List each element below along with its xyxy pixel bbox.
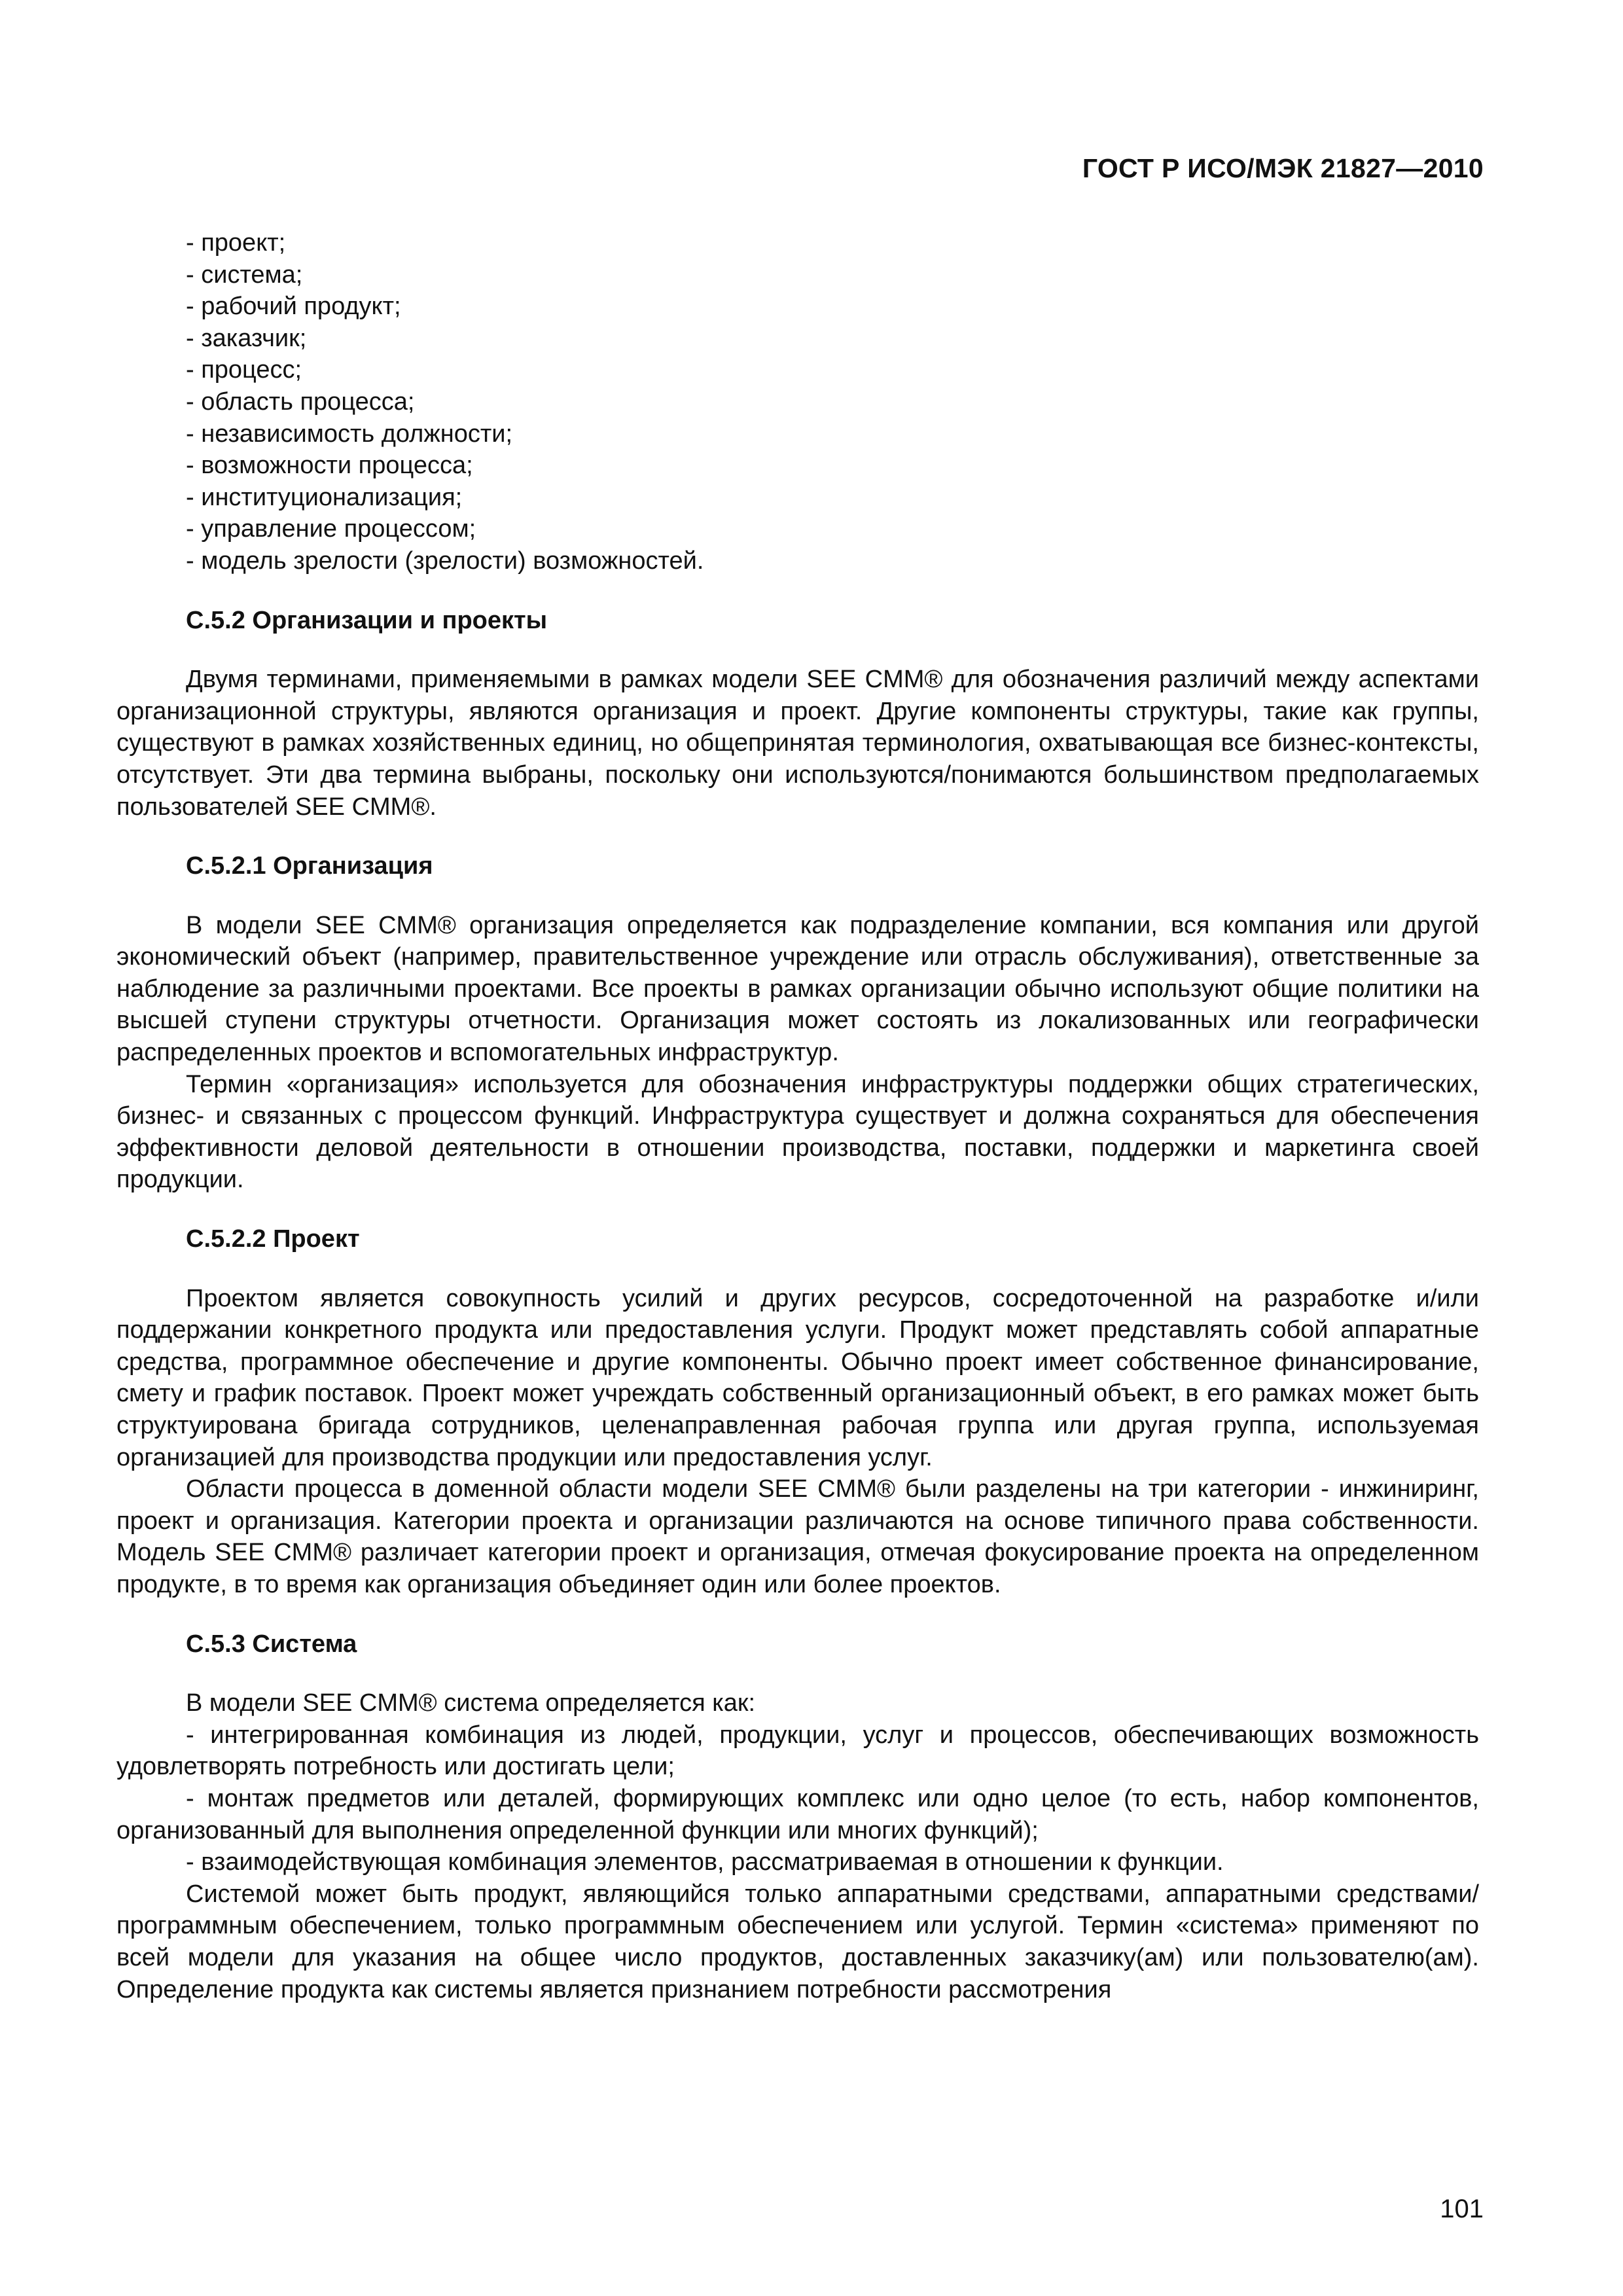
paragraph: Двумя терминами, применяемыми в рамках модели SEE CMM® для обозначения различий между аспектами организационной структуры, являются организация и проект. Другие компоненты структуры, такие как группы, существуют в рамках хозяйственных единиц, но общепринятая терминология, охватывающая все бизнес-контексты, отсутствует. Эти два термина выбраны, поскольку они используются/понимаются большинством предполагаемых пользователей SEE CMM®. [116, 666, 1479, 821]
section-heading: С.5.2.2 Проект [186, 1225, 360, 1253]
list-item: - институционализация; [186, 483, 463, 511]
section-heading: С.5.2.1 Организация [186, 852, 433, 880]
paragraph: - взаимодействующая комбинация элементов, рассматриваемая в отношении к функции. [186, 1848, 1224, 1876]
list-item: - модель зрелости (зрелости) возможностей. [186, 547, 704, 575]
paragraph: Системой может быть продукт, являющийся только аппаратными средствами, аппаратными средствами/программным обеспечением, только программным обеспечением или услугой. Термин «система» применяют по всей модели для указания на общее число продуктов, доставленных заказчику(ам) или пользователю(ам). Определение продукта как системы является признанием потребности рассмотрения [116, 1880, 1479, 2003]
list-item: - управление процессом; [186, 515, 476, 543]
paragraph: В модели SEE CMM® организация определяется как подразделение компании, вся компания или другой экономический объект (например, правительственное учреждение или отрасль обслуживания), ответственные за наблюдение за различными проектами. Все проекты в рамках организации обычно используют общие политики на высшей ступени структуры отчетности. Организация может состоять из локализованных или географически распределенных проектов и вспомогательных инфраструктур. [116, 911, 1479, 1067]
section-heading: С.5.3 Система [186, 1630, 357, 1658]
list-item: - независимость должности; [186, 420, 513, 448]
terms-list [186, 227, 1479, 577]
standard-header: ГОСТ Р ИСО/МЭК 21827—2010 [1082, 153, 1484, 183]
section-organization [116, 850, 1479, 1196]
list-item: - система; [186, 260, 303, 289]
paragraph: В модели SEE CMM® система определяется как: [186, 1689, 756, 1717]
paragraph: Термин «организация» используется для обозначения инфраструктуры поддержки общих стратегических, бизнес- и связанных с процессом функций. Инфраструктура существует и должна сохраняться для обеспечения эффективности деловой деятельности в отношении производства, поставки, поддержки и маркетинга своей продукции. [116, 1070, 1479, 1194]
list-item: - заказчик; [186, 324, 307, 352]
list-item: - рабочий продукт; [186, 293, 401, 321]
paragraph: - интегрированная комбинация из людей, продукции, услуг и процессов, обеспечивающих возможность удовлетворять потребность или достигать цели; [116, 1721, 1479, 1781]
list-item: - область процесса; [186, 387, 415, 416]
list-item: - возможности процесса; [186, 452, 473, 480]
list-item: - процесс; [186, 356, 302, 384]
list-item: - проект; [186, 229, 286, 257]
paragraph: Области процесса в доменной области модели SEE CMM® были разделены на три категории - инжиниринг, проект и организация. Категории проекта и организации различаются на основе типичного права собственности. Модель SEE CMM® различает категории проект и организация, отмечая фокусирование проекта на определенном продукте, в то время как организация объединяет один или более проектов. [116, 1475, 1479, 1598]
page-content [116, 227, 1479, 2005]
section-organizations-projects [116, 605, 1479, 823]
section-heading: С.5.2 Организации и проекты [186, 606, 548, 634]
paragraph: - монтаж предметов или деталей, формирующих комплекс или одно целое (то есть, набор компонентов, организованный для выполнения определенной функции или многих функций); [116, 1784, 1479, 1844]
section-project [116, 1223, 1479, 1601]
section-system [116, 1628, 1479, 2006]
paragraph: Проектом является совокупность усилий и других ресурсов, сосредоточенной на разработке и/или поддержании конкретного продукта или предоставления услуги. Продукт может представлять собой аппаратные средства, программное обеспечение и другие компоненты. Обычно проект имеет собственное финансирование, смету и график поставок. Проект может учреждать собственный организационный объект, в его рамках может быть структуирована бригада сотрудников, целенаправленная рабочая группа или другая группа, используемая организацией для производства продукции или предоставления услуг. [116, 1284, 1479, 1471]
page-number: 101 [1440, 2195, 1484, 2223]
